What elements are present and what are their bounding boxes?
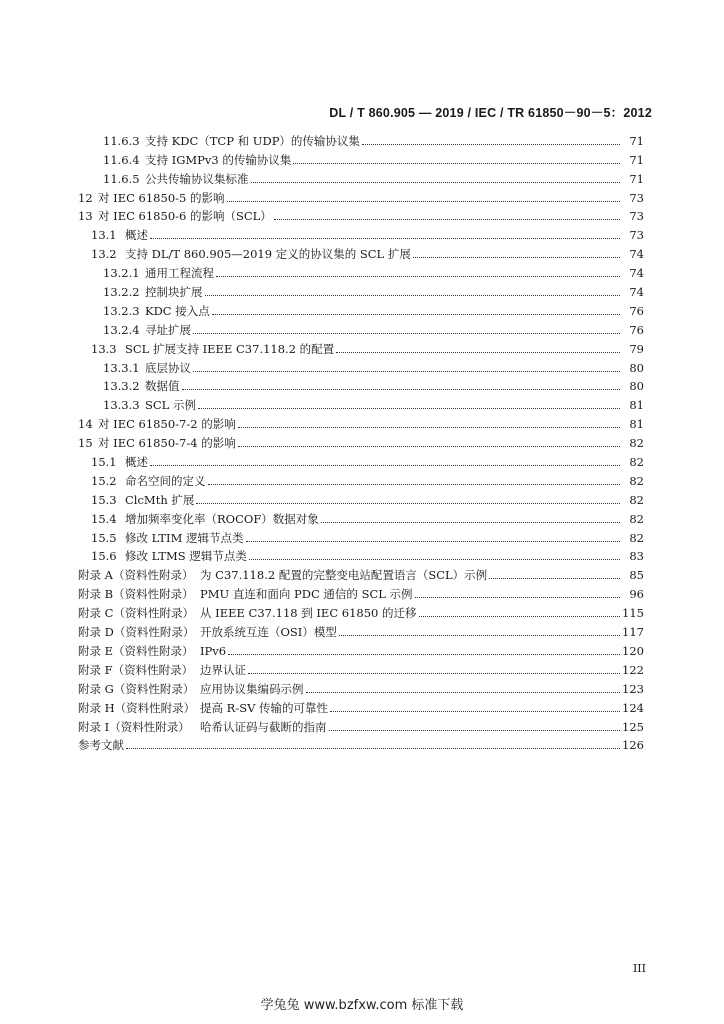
dot-leader bbox=[150, 464, 620, 466]
dot-leader bbox=[126, 747, 620, 749]
dot-leader bbox=[306, 691, 621, 693]
dot-leader bbox=[228, 653, 620, 655]
toc-entry-title: 公共传输协议集标准 bbox=[145, 171, 249, 186]
toc-entry-page: 82 bbox=[629, 473, 644, 488]
dot-leader bbox=[248, 672, 620, 674]
toc-entry-title: SCL 示例 bbox=[145, 398, 196, 413]
toc-entry-number: 附录 C（资料性附录） bbox=[78, 606, 194, 621]
toc-entry[interactable] bbox=[78, 318, 644, 337]
toc-entry-number: 13.3.3 bbox=[103, 398, 140, 413]
toc-entry-title: 修改 LTIM 逻辑节点类 bbox=[125, 530, 244, 545]
toc-entry-page: 76 bbox=[629, 303, 644, 318]
toc-entry-number: 13.3.1 bbox=[103, 360, 140, 375]
dot-leader bbox=[336, 351, 620, 353]
toc-entry[interactable] bbox=[78, 563, 644, 582]
toc-entry-number: 附录 G（资料性附录） bbox=[78, 681, 195, 696]
toc-entry[interactable] bbox=[78, 129, 644, 148]
dot-leader bbox=[249, 558, 620, 560]
toc-entry-page: 115 bbox=[622, 606, 644, 621]
toc-entry-number: 13.2 bbox=[91, 247, 117, 262]
dot-leader bbox=[150, 237, 620, 239]
toc-entry[interactable] bbox=[78, 507, 644, 526]
toc-entry-title: 支持 IGMPv3 的传输协议集 bbox=[145, 152, 292, 167]
toc-entry-page: 96 bbox=[629, 587, 644, 602]
toc-entry-number: 附录 A（资料性附录） bbox=[78, 568, 194, 583]
toc-entry-title: 为 C37.118.2 配置的完整变电站配置语言（SCL）示例 bbox=[200, 568, 488, 583]
dot-leader bbox=[415, 596, 620, 598]
toc-entry-number: 13.3 bbox=[91, 341, 117, 356]
toc-entry-page: 73 bbox=[629, 228, 644, 243]
dot-leader bbox=[205, 294, 621, 296]
toc-entry-number: 13.2.1 bbox=[103, 266, 140, 281]
toc-entry[interactable] bbox=[78, 242, 644, 261]
toc-entry-number: 12 bbox=[78, 190, 93, 205]
toc-entry-number: 11.6.5 bbox=[103, 171, 140, 186]
toc-entry-number: 15.4 bbox=[91, 511, 117, 526]
toc-entry-number: 15.3 bbox=[91, 492, 117, 507]
toc-entry-page: 74 bbox=[629, 247, 644, 262]
toc-entry-page: 123 bbox=[622, 681, 644, 696]
toc-entry[interactable] bbox=[78, 167, 644, 186]
dot-leader bbox=[193, 332, 620, 334]
dot-leader bbox=[198, 407, 620, 409]
toc-entry[interactable] bbox=[78, 526, 644, 545]
toc-entry[interactable] bbox=[78, 601, 644, 620]
toc-entry-page: 80 bbox=[629, 360, 644, 375]
toc-entry[interactable] bbox=[78, 186, 644, 205]
toc-entry[interactable] bbox=[78, 205, 644, 224]
toc-entry-page: 73 bbox=[629, 209, 644, 224]
toc-entry[interactable] bbox=[78, 299, 644, 318]
toc-entry-title: IPv6 bbox=[200, 643, 227, 658]
dot-leader bbox=[196, 502, 620, 504]
dot-leader bbox=[489, 577, 620, 579]
toc-entry-page: 124 bbox=[622, 700, 644, 715]
toc-entry[interactable] bbox=[78, 375, 644, 394]
toc-entry-number: 15.6 bbox=[91, 549, 117, 564]
page-number: III bbox=[632, 962, 646, 975]
toc-entry[interactable] bbox=[78, 431, 644, 450]
toc-entry-title: 参考文献 bbox=[78, 738, 124, 753]
toc-entry-number: 附录 B（资料性附录） bbox=[78, 587, 194, 602]
toc-entry-page: 73 bbox=[629, 190, 644, 205]
toc-entry[interactable] bbox=[78, 280, 644, 299]
dot-leader bbox=[362, 143, 620, 145]
toc-entry-number: 13 bbox=[78, 209, 93, 224]
dot-leader bbox=[208, 483, 621, 485]
toc-entry-number: 15.5 bbox=[91, 530, 117, 545]
toc-entry-page: 71 bbox=[629, 171, 644, 186]
watermark-text: 学兔兔 www.bzfxw.com 标准下载 bbox=[260, 998, 464, 1013]
toc-entry-title: 对 IEC 61850-7-2 的影响 bbox=[98, 417, 236, 432]
toc-entry-page: 85 bbox=[629, 568, 644, 583]
toc-entry-number: 附录 H（资料性附录） bbox=[78, 700, 196, 715]
toc-entry[interactable] bbox=[78, 582, 644, 601]
toc-entry[interactable] bbox=[78, 620, 644, 639]
toc-entry-title: ClcMth 扩展 bbox=[125, 492, 195, 507]
toc-entry[interactable] bbox=[78, 393, 644, 412]
toc-entry[interactable] bbox=[78, 469, 644, 488]
toc-entry-number: 15 bbox=[78, 436, 93, 451]
toc-entry[interactable] bbox=[78, 148, 644, 167]
toc-entry-title: 通用工程流程 bbox=[145, 266, 214, 281]
dot-leader bbox=[419, 615, 620, 617]
toc-entry[interactable] bbox=[78, 488, 644, 507]
toc-entry-title: SCL 扩展支持 IEEE C37.118.2 的配置 bbox=[125, 341, 335, 356]
dot-leader bbox=[413, 256, 620, 258]
toc-entry-page: 71 bbox=[629, 133, 644, 148]
toc-entry[interactable] bbox=[78, 337, 644, 356]
toc-entry[interactable] bbox=[78, 356, 644, 375]
toc-entry-number: 附录 E（资料性附录） bbox=[78, 643, 194, 658]
toc-entry[interactable] bbox=[78, 734, 644, 753]
toc-entry-title: 底层协议 bbox=[145, 360, 191, 375]
toc-entry[interactable] bbox=[78, 261, 644, 280]
toc-entry-title: 数据值 bbox=[145, 379, 180, 394]
toc-entry-title: 修改 LTMS 逻辑节点类 bbox=[125, 549, 247, 564]
toc-entry-title: 提高 R-SV 传输的可靠性 bbox=[200, 700, 329, 715]
dot-leader bbox=[193, 370, 620, 372]
toc-entry-page: 80 bbox=[629, 379, 644, 394]
dot-leader bbox=[330, 710, 620, 712]
toc-entry-title: 增加频率变化率（ROCOF）数据对象 bbox=[125, 511, 319, 526]
toc-entry-title: 支持 DL/T 860.905—2019 定义的协议集的 SCL 扩展 bbox=[125, 247, 411, 262]
toc-entry-title: 从 IEEE C37.118 到 IEC 61850 的迁移 bbox=[200, 606, 417, 621]
dot-leader bbox=[216, 275, 620, 277]
table-of-contents bbox=[78, 129, 644, 752]
dot-leader bbox=[182, 388, 621, 390]
toc-entry-title: 哈希认证码与截断的指南 bbox=[200, 719, 327, 734]
toc-entry-title: 应用协议集编码示例 bbox=[200, 681, 304, 696]
toc-entry-number: 13.2.4 bbox=[103, 322, 140, 337]
toc-entry-page: 74 bbox=[629, 266, 644, 281]
toc-entry-title: 命名空间的定义 bbox=[125, 473, 206, 488]
toc-entry-title: 概述 bbox=[125, 455, 148, 470]
dot-leader bbox=[321, 521, 620, 523]
toc-entry-number: 附录 D（资料性附录） bbox=[78, 625, 195, 640]
toc-entry[interactable] bbox=[78, 677, 644, 696]
dot-leader bbox=[238, 445, 620, 447]
toc-entry-number: 15.2 bbox=[91, 473, 117, 488]
dot-leader bbox=[293, 162, 620, 164]
toc-entry-page: 79 bbox=[629, 341, 644, 356]
toc-entry[interactable] bbox=[78, 450, 644, 469]
dot-leader bbox=[227, 200, 621, 202]
toc-entry-title: 对 IEC 61850-5 的影响 bbox=[98, 190, 225, 205]
toc-entry-title: 对 IEC 61850-6 的影响（SCL） bbox=[98, 209, 272, 224]
toc-entry-page: 82 bbox=[629, 455, 644, 470]
toc-entry-number: 14 bbox=[78, 417, 93, 432]
toc-entry-page: 71 bbox=[629, 152, 644, 167]
toc-entry[interactable] bbox=[78, 715, 644, 734]
toc-entry-number: 附录 I（资料性附录） bbox=[78, 719, 190, 734]
toc-entry-number: 11.6.3 bbox=[103, 133, 140, 148]
toc-entry-page: 76 bbox=[629, 322, 644, 337]
toc-entry-number: 11.6.4 bbox=[103, 152, 140, 167]
toc-entry[interactable] bbox=[78, 223, 644, 242]
toc-entry[interactable] bbox=[78, 545, 644, 564]
toc-entry-page: 122 bbox=[622, 662, 644, 677]
toc-entry-page: 81 bbox=[629, 398, 644, 413]
toc-entry-title: 控制块扩展 bbox=[145, 285, 203, 300]
toc-entry-page: 82 bbox=[629, 492, 644, 507]
toc-entry-title: 寻址扩展 bbox=[145, 322, 191, 337]
toc-entry[interactable] bbox=[78, 658, 644, 677]
dot-leader bbox=[329, 729, 621, 731]
toc-entry-page: 82 bbox=[629, 511, 644, 526]
dot-leader bbox=[238, 426, 620, 428]
toc-entry[interactable] bbox=[78, 639, 644, 658]
toc-entry-title: 概述 bbox=[125, 228, 148, 243]
toc-entry-title: PMU 直连和面向 PDC 通信的 SCL 示例 bbox=[200, 587, 413, 602]
toc-entry-page: 81 bbox=[629, 417, 644, 432]
toc-entry-number: 15.1 bbox=[91, 455, 117, 470]
toc-entry-page: 126 bbox=[622, 738, 644, 753]
toc-entry-title: 开放系统互连（OSI）模型 bbox=[200, 625, 337, 640]
toc-entry[interactable] bbox=[78, 696, 644, 715]
dot-leader bbox=[246, 540, 621, 542]
toc-entry[interactable] bbox=[78, 412, 644, 431]
toc-entry-title: 对 IEC 61850-7-4 的影响 bbox=[98, 436, 236, 451]
toc-entry-page: 117 bbox=[622, 625, 644, 640]
toc-entry-number: 13.1 bbox=[91, 228, 117, 243]
toc-entry-number: 13.3.2 bbox=[103, 379, 140, 394]
dot-leader bbox=[212, 313, 620, 315]
toc-entry-title: KDC 接入点 bbox=[145, 303, 210, 318]
document-header: DL / T 860.905 — 2019 / IEC / TR 61850－90－5：2012 bbox=[329, 106, 652, 120]
toc-entry-page: 120 bbox=[622, 643, 644, 658]
toc-entry-page: 82 bbox=[629, 436, 644, 451]
dot-leader bbox=[251, 181, 621, 183]
toc-entry-page: 125 bbox=[622, 719, 644, 734]
toc-entry-page: 83 bbox=[629, 549, 644, 564]
toc-entry-number: 13.2.3 bbox=[103, 303, 140, 318]
toc-entry-page: 74 bbox=[629, 285, 644, 300]
toc-entry-number: 附录 F（资料性附录） bbox=[78, 662, 194, 677]
toc-entry-page: 82 bbox=[629, 530, 644, 545]
dot-leader bbox=[339, 634, 620, 636]
toc-entry-number: 13.2.2 bbox=[103, 285, 140, 300]
toc-entry-title: 边界认证 bbox=[200, 662, 246, 677]
dot-leader bbox=[274, 218, 620, 220]
toc-entry-title: 支持 KDC（TCP 和 UDP）的传输协议集 bbox=[145, 133, 360, 148]
